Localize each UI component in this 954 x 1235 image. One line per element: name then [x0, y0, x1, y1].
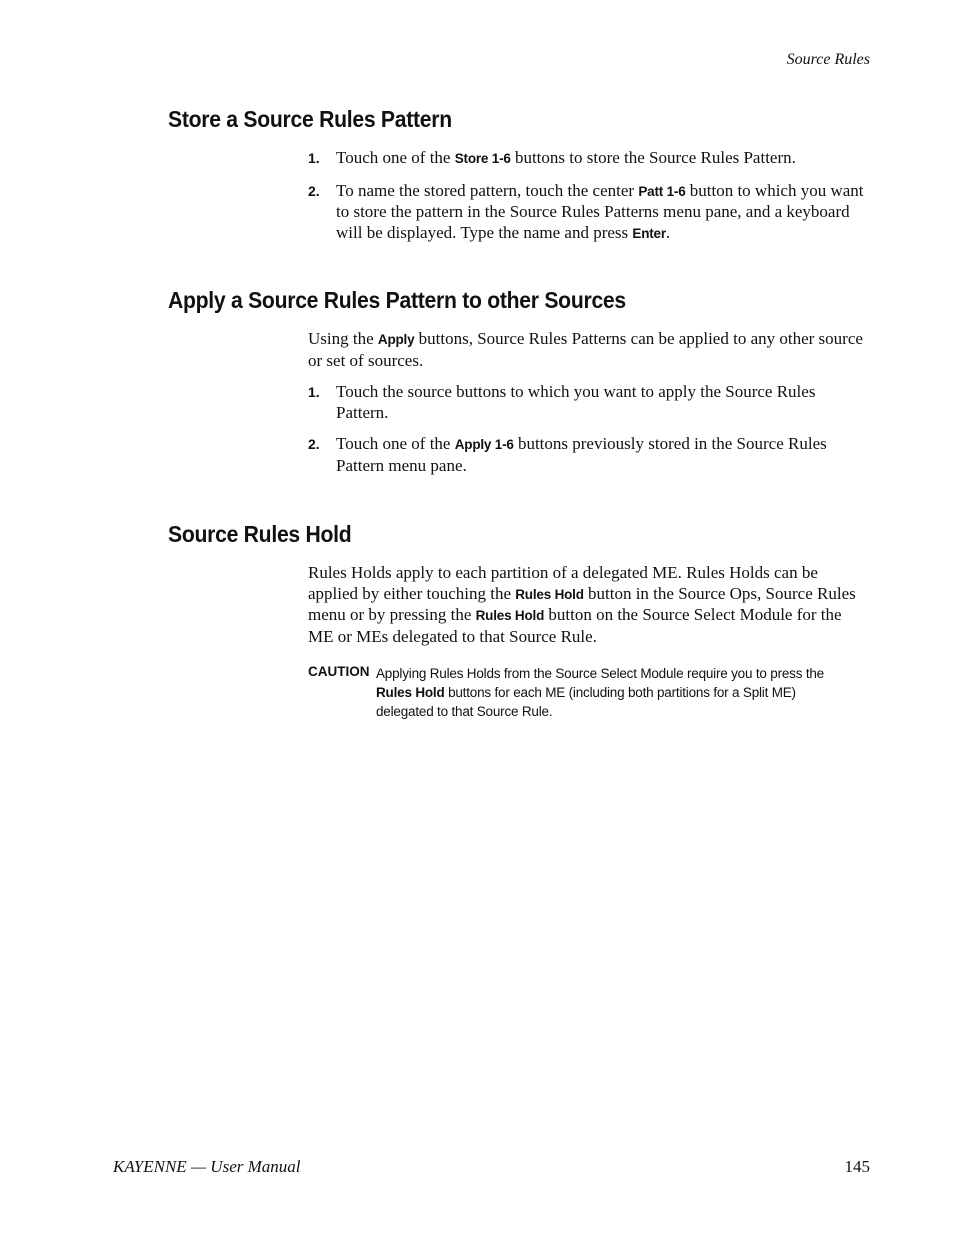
- caution-text-part: buttons for each ME (including both partitions for a Split ME) delegated to that Source Rule.: [376, 685, 796, 719]
- section-heading: Source Rules Hold: [168, 521, 352, 547]
- section-heading: Apply a Source Rules Pattern to other Sources: [168, 287, 626, 313]
- list-item: [308, 148, 868, 170]
- paragraph-text: button on the Source Select Module for the ME or MEs delegated to that Source Rule.: [308, 605, 842, 646]
- step-text: Touch one of the: [336, 148, 455, 167]
- paragraph-text: button in the Source Ops, Source Rules menu or by pressing the: [308, 583, 856, 624]
- steps-list: [308, 148, 868, 244]
- ui-button-name: Store 1-6: [454, 151, 511, 166]
- paragraph-text: Rules Holds apply to each partition of a delegated ME. Rules Holds can be applied by either touching the: [308, 563, 818, 603]
- caution-label: CAUTION: [308, 664, 370, 679]
- ui-button-name: Enter: [632, 225, 666, 241]
- caution-text-part: Applying Rules Holds from the Source Select Module require you to press the: [376, 666, 824, 681]
- section-heading: Store a Source Rules Pattern: [168, 106, 452, 132]
- step-number: 1.: [308, 150, 320, 166]
- paragraph-text: Using the: [308, 329, 378, 348]
- page-number: 145: [844, 1157, 870, 1176]
- ui-button-name: Patt 1-6: [638, 183, 686, 199]
- footer-title: KAYENNE — User Manual: [113, 1157, 301, 1176]
- step-text: button to which you want to store the pattern in the Source Rules Patterns menu pane, and a keyboard will be displayed. Type the name and press: [336, 180, 864, 242]
- step-text: Touch the source buttons to which you want to apply the Source Rules Pattern.: [336, 382, 816, 422]
- step-text: To name the stored pattern, touch the center: [336, 180, 639, 200]
- list-item: [308, 434, 868, 476]
- ui-button-name: Rules Hold: [376, 685, 445, 700]
- step-text: buttons to store the Source Rules Pattern.: [510, 148, 796, 167]
- paragraph-text: buttons, Source Rules Patterns can be applied to any other source or set of sources.: [308, 329, 863, 370]
- caution-text: [376, 664, 853, 721]
- ui-button-name: Apply 1-6: [454, 437, 514, 452]
- caution-note: [308, 664, 853, 721]
- step-number: 1.: [308, 384, 320, 400]
- running-head: Source Rules: [786, 51, 870, 68]
- step-number: 2.: [308, 436, 320, 452]
- paragraph: [308, 329, 868, 371]
- section-body: [308, 329, 868, 476]
- list-item: [308, 181, 868, 245]
- list-item: [308, 382, 868, 423]
- paragraph: [308, 563, 868, 647]
- ui-button-name: Rules Hold: [475, 608, 545, 623]
- step-number: 2.: [308, 182, 320, 199]
- step-text: buttons previously stored in the Source Rules Pattern menu pane.: [336, 434, 827, 475]
- step-text: Touch one of the: [336, 434, 455, 453]
- section-body: [308, 563, 868, 647]
- ui-button-name: Apply: [377, 332, 415, 347]
- ui-button-name: Rules Hold: [515, 586, 584, 602]
- step-text: .: [665, 222, 671, 242]
